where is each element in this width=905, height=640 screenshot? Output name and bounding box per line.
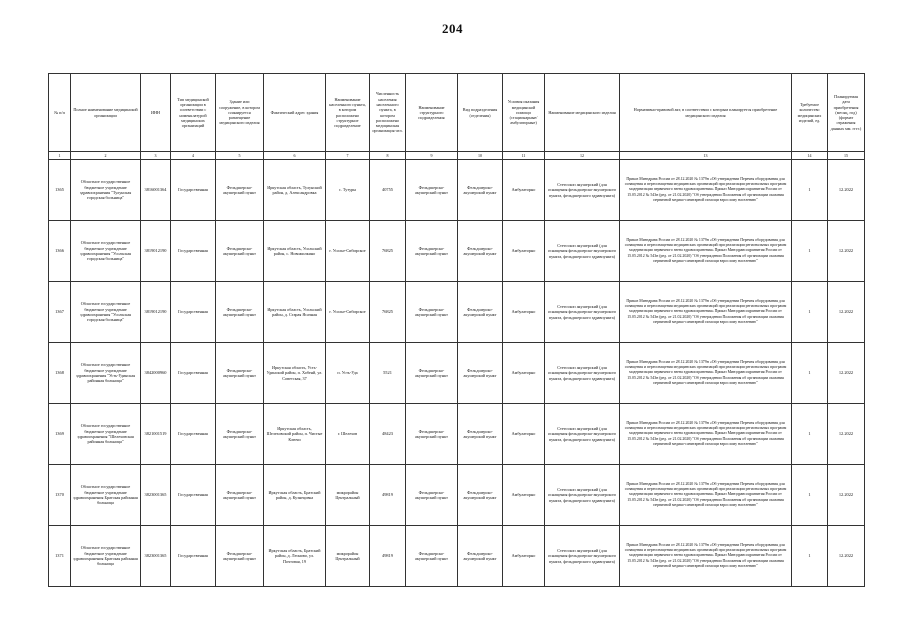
legal-act: Приказ Минздрава России от 28.12.2020 № 1379н «Об утверждении Перечня оборудования для оснащения и переоснащения медицинских организаций при реализации региональных программ модернизации первичного звена здравоохранения» Приказ Минздравсоцразвития России от 15.05.2012 № 543н (ред. от 21.02.2020) "Об утверждении Положения об организации оказания первичной медико-санитарной помощи взрослому населению" (620, 465, 792, 526)
purchase-date: 12.2022 (828, 404, 865, 465)
subdivision-cell: Фельдшерско-акушерский пункт (406, 343, 458, 404)
organization-name: Областное государственное бюджетное учреждение здравоохранения Братская районная больница (71, 465, 141, 526)
locality-cell: с. Тутуры (326, 160, 370, 221)
inn-cell: 3842000960 (141, 343, 171, 404)
header-cell: № п/п (49, 74, 71, 152)
subdivision-cell: Фельдшерско-акушерский пункт (406, 282, 458, 343)
purchase-date: 12.2022 (828, 465, 865, 526)
row-number: 1368 (49, 343, 71, 404)
legal-act: Приказ Минздрава России от 28.12.2020 № 1379н «Об утверждении Перечня оборудования для оснащения и переоснащения медицинских организаций при реализации региональных программ модернизации первичного звена здравоохранения» Приказ Минздравсоцразвития России от 15.05.2012 № 543н (ред. от 21.02.2020) "Об утверждении Положения об организации оказания первичной медико-санитарной помощи взрослому населению" (620, 221, 792, 282)
quantity-cell: 1 (792, 282, 828, 343)
locality-cell: микрорайон Центральный (326, 526, 370, 587)
purchase-date: 12.2022 (828, 526, 865, 587)
row-number: 1371 (49, 526, 71, 587)
table-row (49, 526, 865, 587)
quantity-cell: 1 (792, 160, 828, 221)
header-cell: Требуемое количество медицинских изделий, ед. (792, 74, 828, 152)
conditions-cell: Амбулаторно (503, 465, 545, 526)
org-type: Государственная (171, 526, 216, 587)
column-number-row (49, 152, 865, 160)
subdivision-cell: Фельдшерско-акушерский пункт (406, 465, 458, 526)
inn-cell: 3819012190 (141, 282, 171, 343)
unit-type-cell: Фельдшерско-акушерский пункт (458, 465, 503, 526)
table-body (49, 160, 865, 587)
population-cell: 48423 (370, 404, 406, 465)
locality-cell: г. Шелехов (326, 404, 370, 465)
column-number: 4 (171, 152, 216, 160)
device-name: Стетоскоп акушерский (для оснащения фельдшерско-акушерского пункта, фельдшерского здравпункта) (545, 465, 620, 526)
header-cell: ИНН (141, 74, 171, 152)
header-row (49, 74, 865, 152)
table-row (49, 282, 865, 343)
inn-cell: 3821001519 (141, 404, 171, 465)
row-number: 1366 (49, 221, 71, 282)
purchase-date: 12.2022 (828, 160, 865, 221)
row-number: 1365 (49, 160, 71, 221)
building-cell: Фельдшерско-акушерский пункт (216, 343, 264, 404)
legal-act: Приказ Минздрава России от 28.12.2020 № 1379н «Об утверждении Перечня оборудования для оснащения и переоснащения медицинских организаций при реализации региональных программ модернизации первичного звена здравоохранения» Приказ Минздравсоцразвития России от 15.05.2012 № 543н (ред. от 21.02.2020) "Об утверждении Положения об организации оказания первичной медико-санитарной помощи взрослому населению" (620, 404, 792, 465)
column-number: 10 (458, 152, 503, 160)
header-cell: Условия оказания медицинской помощи (стационарные/ амбулаторные) (503, 74, 545, 152)
conditions-cell: Амбулаторно (503, 404, 545, 465)
quantity-cell: 1 (792, 465, 828, 526)
org-type: Государственная (171, 282, 216, 343)
building-cell: Фельдшерско-акушерский пункт (216, 404, 264, 465)
subdivision-cell: Фельдшерско-акушерский пункт (406, 404, 458, 465)
organization-name: Областное государственное бюджетное учреждение здравоохранения "Усть-Удинская районная больница" (71, 343, 141, 404)
address-cell: Иркутская область, Тулунский район, д. Александровка (264, 160, 326, 221)
locality-cell: п. Усть-Уда (326, 343, 370, 404)
unit-type-cell: Фельдшерско-акушерский пункт (458, 160, 503, 221)
device-name: Стетоскоп акушерский (для оснащения фельдшерско-акушерского пункта, фельдшерского здравпункта) (545, 343, 620, 404)
population-cell: 76825 (370, 282, 406, 343)
inn-cell: 3823001365 (141, 465, 171, 526)
quantity-cell: 1 (792, 343, 828, 404)
conditions-cell: Амбулаторно (503, 282, 545, 343)
column-number: 15 (828, 152, 865, 160)
row-number: 1367 (49, 282, 71, 343)
building-cell: Фельдшерско-акушерский пункт (216, 526, 264, 587)
column-number: 9 (406, 152, 458, 160)
header-cell: Наименование медицинского изделия (545, 74, 620, 152)
device-name: Стетоскоп акушерский (для оснащения фельдшерско-акушерского пункта, фельдшерского здравпункта) (545, 282, 620, 343)
header-cell: Наименование населенного пункта, в котором расположено структурное подразделение (326, 74, 370, 152)
quantity-cell: 1 (792, 221, 828, 282)
legal-act: Приказ Минздрава России от 28.12.2020 № 1379н «Об утверждении Перечня оборудования для оснащения и переоснащения медицинских организаций при реализации региональных программ модернизации первичного звена здравоохранения» Приказ Минздравсоцразвития России от 15.05.2012 № 543н (ред. от 21.02.2020) "Об утверждении Положения об организации оказания первичной медико-санитарной помощи взрослому населению" (620, 526, 792, 587)
address-cell: Иркутская область, Братский район, д. Кузнецовка (264, 465, 326, 526)
column-number: 6 (264, 152, 326, 160)
inn-cell: 3823001365 (141, 526, 171, 587)
device-name: Стетоскоп акушерский (для оснащения фельдшерско-акушерского пункта, фельдшерского здравпункта) (545, 221, 620, 282)
header-cell: Вид подразделения (отделения) (458, 74, 503, 152)
header-cell: Наименование структурного подразделения (406, 74, 458, 152)
conditions-cell: Амбулаторно (503, 526, 545, 587)
address-cell: Иркутская область, Братский район, д. Леоново, ул. Почтовая, 19 (264, 526, 326, 587)
inn-cell: 3819012190 (141, 221, 171, 282)
header-cell: Тип медицинской организации в соответствии с номенклатурой медицинских организаций (171, 74, 216, 152)
locality-cell: микрорайон Центральный (326, 465, 370, 526)
organization-name: Областное государственное бюджетное учреждение здравоохранения "Шелеховская районная больница" (71, 404, 141, 465)
column-number: 12 (545, 152, 620, 160)
column-number: 13 (620, 152, 792, 160)
header-cell: Здание или сооружение, в котором планируется размещение медицинского изделия (216, 74, 264, 152)
population-cell: 49819 (370, 465, 406, 526)
row-number: 1370 (49, 465, 71, 526)
quantity-cell: 1 (792, 404, 828, 465)
org-type: Государственная (171, 343, 216, 404)
column-number: 7 (326, 152, 370, 160)
purchase-date: 12.2022 (828, 221, 865, 282)
column-number: 11 (503, 152, 545, 160)
legal-act: Приказ Минздрава России от 28.12.2020 № 1379н «Об утверждении Перечня оборудования для оснащения и переоснащения медицинских организаций при реализации региональных программ модернизации первичного звена здравоохранения» Приказ Минздравсоцразвития России от 15.05.2012 № 543н (ред. от 21.02.2020) "Об утверждении Положения об организации оказания первичной медико-санитарной помощи взрослому населению" (620, 160, 792, 221)
header-cell: Численность населения населенного пункта, в котором расположено медицинская организация чел. (370, 74, 406, 152)
equipment-table (48, 73, 865, 587)
header-cell: Нормативно-правовой акт, в соответствии с которым планируется приобретение медицинского изделия (620, 74, 792, 152)
address-cell: Иркутская область, Усть-Удинский район, п. Хобенй, ул. Советская, 37 (264, 343, 326, 404)
column-number: 1 (49, 152, 71, 160)
building-cell: Фельдшерско-акушерский пункт (216, 221, 264, 282)
inn-cell: 3816001364 (141, 160, 171, 221)
org-type: Государственная (171, 404, 216, 465)
column-number: 14 (792, 152, 828, 160)
address-cell: Иркутская область, Шелеховский район, п. Чистые Ключи (264, 404, 326, 465)
building-cell: Фельдшерско-акушерский пункт (216, 160, 264, 221)
device-name: Стетоскоп акушерский (для оснащения фельдшерско-акушерского пункта, фельдшерского здравпункта) (545, 404, 620, 465)
locality-cell: г. Усолье-Сибирское (326, 221, 370, 282)
org-type: Государственная (171, 465, 216, 526)
column-number: 3 (141, 152, 171, 160)
subdivision-cell: Фельдшерско-акушерский пункт (406, 221, 458, 282)
device-name: Стетоскоп акушерский (для оснащения фельдшерско-акушерского пункта, фельдшерского здравпункта) (545, 160, 620, 221)
table-row (49, 465, 865, 526)
page-number: 204 (442, 21, 463, 36)
organization-name: Областное государственное бюджетное учреждение здравоохранения Братская районная больница (71, 526, 141, 587)
unit-type-cell: Фельдшерско-акушерский пункт (458, 404, 503, 465)
unit-type-cell: Фельдшерско-акушерский пункт (458, 343, 503, 404)
subdivision-cell: Фельдшерско-акушерский пункт (406, 526, 458, 587)
table-row (49, 404, 865, 465)
table-row (49, 160, 865, 221)
header-cell: Полное наименование медицинской организации (71, 74, 141, 152)
locality-cell: г. Усолье-Сибирское (326, 282, 370, 343)
subdivision-cell: Фельдшерско-акушерский пункт (406, 160, 458, 221)
conditions-cell: Амбулаторно (503, 343, 545, 404)
column-number: 8 (370, 152, 406, 160)
organization-name: Областное государственное бюджетное учреждение здравоохранения "Усольская городская больница" (71, 221, 141, 282)
header-cell: Фактический адрес здания (264, 74, 326, 152)
legal-act: Приказ Минздрава России от 28.12.2020 № 1379н «Об утверждении Перечня оборудования для оснащения и переоснащения медицинских организаций при реализации региональных программ модернизации первичного звена здравоохранения» Приказ Минздравсоцразвития России от 15.05.2012 № 543н (ред. от 21.02.2020) "Об утверждении Положения об организации оказания первичной медико-санитарной помощи взрослому населению" (620, 343, 792, 404)
conditions-cell: Амбулаторно (503, 160, 545, 221)
conditions-cell: Амбулаторно (503, 221, 545, 282)
quantity-cell: 1 (792, 526, 828, 587)
organization-name: Областное государственное бюджетное учреждение здравоохранения "Тулунская городская больница" (71, 160, 141, 221)
purchase-date: 12.2022 (828, 343, 865, 404)
population-cell: 76825 (370, 221, 406, 282)
table-row (49, 343, 865, 404)
table-row (49, 221, 865, 282)
column-number: 5 (216, 152, 264, 160)
address-cell: Иркутская область, Усольский район, с. Новожилкино (264, 221, 326, 282)
column-number: 2 (71, 152, 141, 160)
device-name: Стетоскоп акушерский (для оснащения фельдшерско-акушерского пункта, фельдшерского здравпункта) (545, 526, 620, 587)
population-cell: 49819 (370, 526, 406, 587)
org-type: Государственная (171, 221, 216, 282)
legal-act: Приказ Минздрава России от 28.12.2020 № 1379н «Об утверждении Перечня оборудования для оснащения и переоснащения медицинских организаций при реализации региональных программ модернизации первичного звена здравоохранения» Приказ Минздравсоцразвития России от 15.05.2012 № 543н (ред. от 21.02.2020) "Об утверждении Положения об организации оказания первичной медико-санитарной помощи взрослому населению" (620, 282, 792, 343)
purchase-date: 12.2022 (828, 282, 865, 343)
org-type: Государственная (171, 160, 216, 221)
population-cell: 40755 (370, 160, 406, 221)
row-number: 1369 (49, 404, 71, 465)
building-cell: Фельдшерско-акушерский пункт (216, 282, 264, 343)
unit-type-cell: Фельдшерско-акушерский пункт (458, 221, 503, 282)
address-cell: Иркутская область, Усольский район, д. Старая Ясачная (264, 282, 326, 343)
organization-name: Областное государственное бюджетное учреждение здравоохранения "Усольская городская больница" (71, 282, 141, 343)
population-cell: 5521 (370, 343, 406, 404)
building-cell: Фельдшерско-акушерский пункт (216, 465, 264, 526)
unit-type-cell: Фельдшерско-акушерский пункт (458, 282, 503, 343)
unit-type-cell: Фельдшерско-акушерский пункт (458, 526, 503, 587)
header-cell: Планируемая дата приобретения (месяц, год) (формат отражения данных мм. гггг.) (828, 74, 865, 152)
